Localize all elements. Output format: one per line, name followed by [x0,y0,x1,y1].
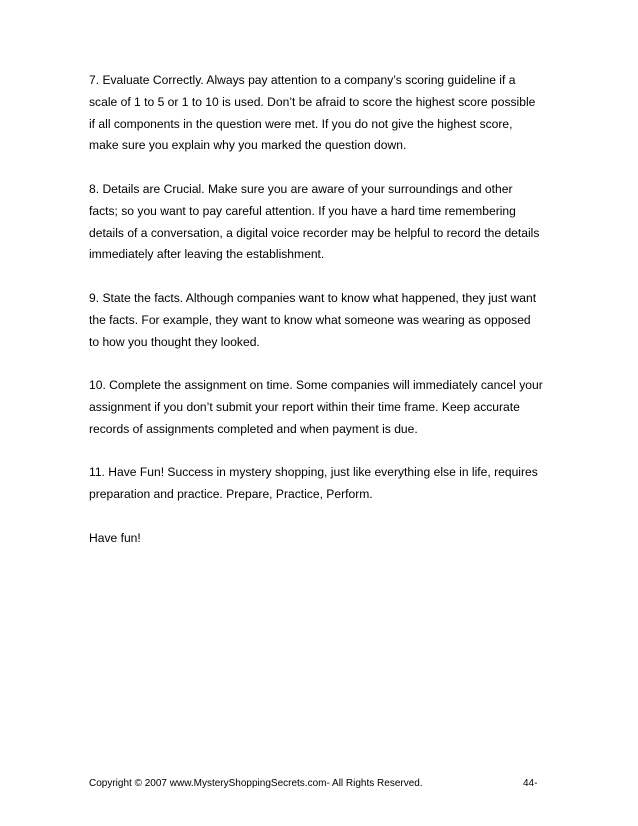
page-body [89,70,579,550]
text-line: the facts. For example, they want to know what someone was wearing as opposed [89,312,531,327]
text-line: if all components in the question were met. If you do not give the highest score, [89,116,513,131]
text-line: 7. Evaluate Correctly. Always pay attention to a company’s scoring guideline if a [89,73,516,87]
text-line: assignment if you don’t submit your report within their time frame. Keep accurate [89,399,520,414]
text-line: facts; so you want to pay careful attention. If you have a hard time remembering [89,203,516,218]
text-line: 9. State the facts. Although companies want to know what happened, they just want [89,290,537,305]
paragraph-closing [89,528,579,550]
paragraph-have-fun-tip [89,462,579,506]
text-line: details of a conversation, a digital voice recorder may be helpful to record the details [89,225,540,240]
paragraph-gap [89,506,579,528]
text-line: immediately after leaving the establishment. [89,247,325,262]
text-line: preparation and practice. Prepare, Practice, Perform. [89,487,373,502]
text-line: records of assignments completed and when payment is due. [89,421,418,436]
text-line: to how you thought they looked. [89,334,260,349]
paragraph-gap [89,266,579,288]
text-line: 8. Details are Crucial. Make sure you are aware of your surroundings and other [89,181,513,196]
text-line: Have fun! [89,530,141,545]
text-line: make sure you explain why you marked the question down. [89,138,407,153]
text-line: 10. Complete the assignment on time. Some companies will immediately cancel your [89,378,543,393]
text-line: 11. Have Fun! Success in mystery shopping, just like everything else in life, requires [89,465,538,480]
paragraph-evaluate-correctly [89,70,579,157]
paragraph-complete-on-time [89,375,579,440]
text-line: scale of 1 to 5 or 1 to 10 is used. Don’t be afraid to score the highest score possible [89,94,536,109]
paragraph-details-crucial [89,179,579,266]
paragraph-gap [89,157,579,179]
copyright-notice: Copyright © 2007 www.MysteryShoppingSecrets.com- All Rights Reserved. [89,778,423,789]
paragraph-gap [89,441,579,463]
paragraph-state-facts [89,288,579,353]
page-number: 44- [523,778,538,789]
paragraph-gap [89,353,579,375]
